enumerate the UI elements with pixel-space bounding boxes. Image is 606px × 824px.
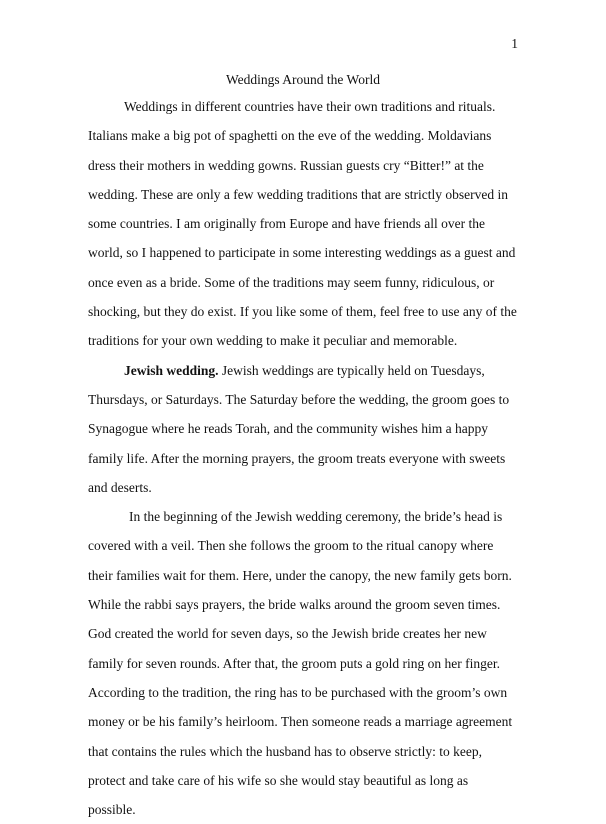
essay-title: Weddings Around the World — [226, 72, 380, 87]
intro-paragraph-text: Weddings in different countries have their own traditions and rituals. Italians make a big pot of spaghetti on the eve of the wedding. Moldavians dress their mothers in wedding gowns. Russian guests cry “Bitter!” at the wedding. These are only a few wedding traditions that are strictly observed in some countries. I am originally from Europe and have friends all over the world, so I happened to participate in some interesting weddings as a guest and once even as a bride. Some of the traditions may seem funny, ridiculous, or shocking, but they do exist. If you like some of them, feel free to use any of the traditions for your own wedding to make it peculiar and memorable. — [88, 99, 517, 349]
jewish-wedding-paragraph-text: Jewish weddings are typically held on Tuesdays, Thursdays, or Saturdays. The Saturday before the wedding, the groom goes to Synagogue where he reads Torah, and the community wishes him a happy family life. After the morning prayers, the groom treats everyone with sweets and deserts. — [88, 362, 510, 495]
page-number: 1 — [511, 36, 518, 51]
ceremony-paragraph — [88, 502, 517, 824]
ceremony-paragraph-text: In the beginning of the Jewish wedding ceremony, the bride’s head is covered with a veil. Then she follows the groom to the ritual canopy where their families wait for them. Here, under the canopy, the new family gets born. While the rabbi says prayers, the bride walks around the groom seven times. God created the world for seven days, so the Jewish bride creates her new family for seven rounds. After that, the groom puts a gold ring on her finger. According to the tradition, the ring has to be purchased with the groom’s own money or be his family’s heirloom. Then someone reads a marriage agreement that contains the rules which the husband has to observe strictly: to keep, protect and take care of his wife so she would stay beautiful as long as possible. — [88, 509, 513, 818]
jewish-wedding-paragraph — [88, 356, 517, 502]
section-heading-jewish-wedding: Jewish wedding. — [124, 362, 219, 378]
intro-paragraph — [88, 92, 517, 356]
essay-body — [88, 92, 517, 824]
